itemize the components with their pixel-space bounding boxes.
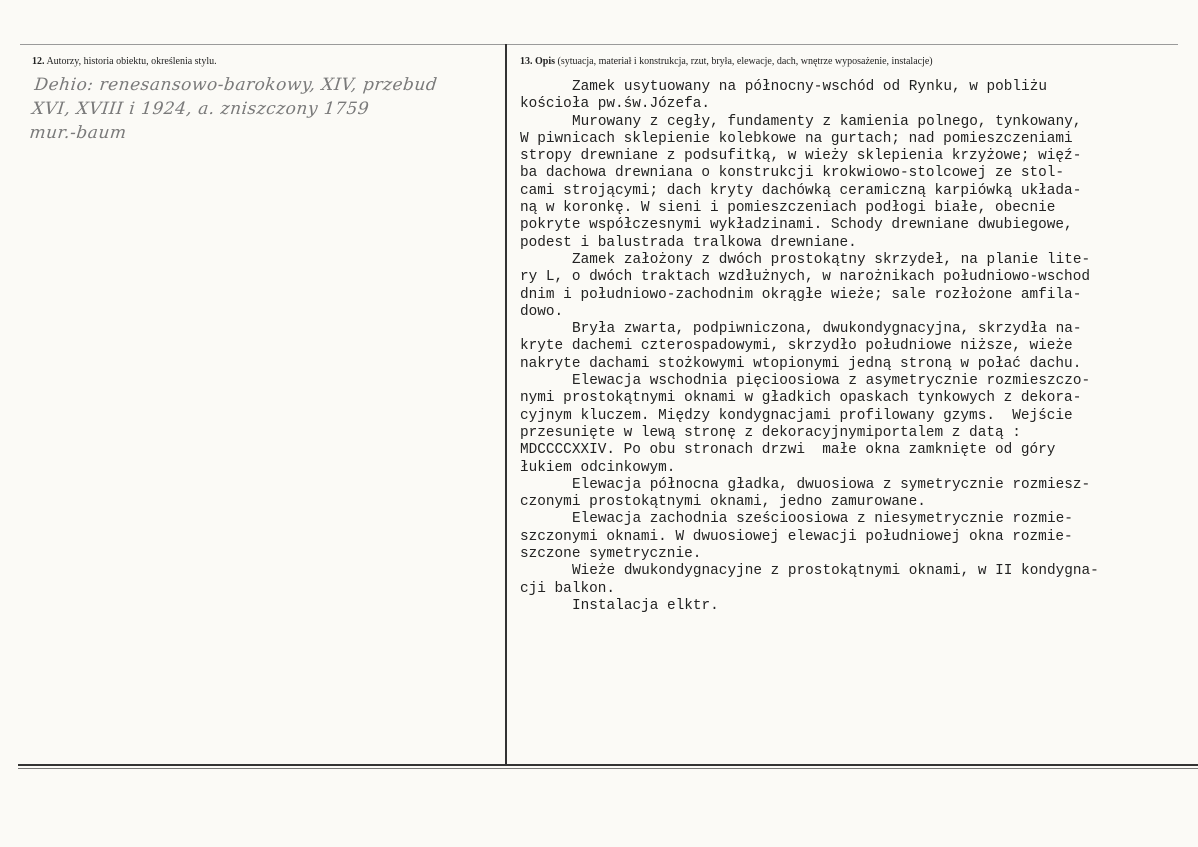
typed-line: nakryte dachami stożkowymi wtopionymi jedną stroną w połać dachu. <box>520 355 1082 372</box>
typed-line: ba dachowa drewniana o konstrukcji krokwiowo-stolcowej ze stol- <box>520 165 1065 182</box>
column-divider <box>505 44 507 764</box>
typed-line: podest i balustrada tralkowa drewniane. <box>520 234 857 251</box>
typed-line: Wieże dwukondygnacyjne z prostokątnymi oknami, w II kondygna- <box>572 563 1099 580</box>
section-12-title: Autorzy, historia obiektu, określenia stylu. <box>46 56 217 67</box>
typed-line: kościoła pw.św.Józefa. <box>520 96 710 113</box>
section-13-subtitle: (sytuacja, materiał i konstrukcja, rzut, bryła, elewacje, dach, wnętrze wyposażenie, instalacje) <box>557 56 933 67</box>
typed-line: Elewacja zachodnia sześcioosiowa z niesymetrycznie rozmie- <box>572 511 1073 528</box>
typed-line: MDCCCCXXIV. Po obu stronach drzwi małe okna zamknięte od góry <box>520 442 1056 459</box>
section-13-number: 13. <box>520 56 533 67</box>
typed-line: pokryte współczesnymi wykładzinami. Schody drewniane dwubiegowe, <box>520 217 1073 234</box>
typed-line: łukiem odcinkowym. <box>520 459 676 476</box>
typed-line: czonymi prostokątnymi oknami, jedno zamurowane. <box>520 494 926 511</box>
typed-line: stropy drewniane z podsufitką, w wieży sklepienia krzyżowe; więź- <box>520 148 1082 165</box>
bottom-rule <box>18 764 1198 766</box>
typed-line: cami strojącymi; dach kryty dachówką ceramiczną karpiówką układa- <box>520 182 1082 199</box>
typed-line: Instalacja elktr. <box>572 597 719 614</box>
typed-line: Bryła zwarta, podpiwniczona, dwukondygnacyjna, skrzydła na- <box>572 321 1082 338</box>
section-13 <box>520 56 1190 615</box>
section-12-number: 12. <box>32 56 45 67</box>
section-13-heading <box>520 56 1190 67</box>
typewritten-description <box>520 79 1190 615</box>
typed-line: ry L, o dwóch traktach wzdłużnych, w narożnikach południowo-wschod <box>520 269 1090 286</box>
typed-line: kryte dachemi czterospadowymi, skrzydło południowe niższe, wieże <box>520 338 1073 355</box>
section-13-title: Opis <box>535 56 556 67</box>
typed-line: cji balkon. <box>520 580 615 597</box>
typed-line: Zamek założony z dwóch prostokątny skrzydeł, na planie lite- <box>572 251 1091 268</box>
section-12-heading <box>32 56 498 67</box>
handwritten-line: mur.-baum <box>28 123 128 143</box>
top-rule <box>20 44 1178 45</box>
handwritten-notes <box>28 73 502 145</box>
typed-line: szczone symetrycznie. <box>520 546 702 563</box>
handwritten-line: Dehio: renesansowo-barokowy, XIV, przebud <box>33 75 439 95</box>
typed-line: Elewacja północna gładka, dwuosiowa z symetrycznie rozmiesz- <box>572 476 1091 493</box>
bottom-rule-thin <box>18 768 1198 769</box>
typed-line: dowo. <box>520 303 564 320</box>
typed-line: dnim i południowo-zachodnim okrągłe wieże; sale rozłożone amfila- <box>520 286 1082 303</box>
typed-line: Murowany z cegły, fundamenty z kamienia polnego, tynkowany, <box>572 113 1082 130</box>
typed-line: ną w koronkę. W sieni i pomieszczeniach podłogi białe, obecnie <box>520 200 1056 217</box>
typed-line: nymi prostokątnymi oknami w gładkich opaskach tynkowych z dekora- <box>520 390 1082 407</box>
handwritten-line: XVI, XVIII i 1924, a. zniszczony 1759 <box>30 99 371 119</box>
typed-line: szczonymi oknami. W dwuosiowej elewacji południowej okna rozmie- <box>520 528 1073 545</box>
typed-line: Elewacja wschodnia pięcioosiowa z asymetrycznie rozmieszczo- <box>572 373 1091 390</box>
section-12 <box>28 56 498 145</box>
typed-line: W piwnicach sklepienie kolebkowe na gurtach; nad pomieszczeniami <box>520 130 1073 147</box>
typed-line: przesunięte w lewą stronę z dekoracyjnymiportalem z datą : <box>520 424 1021 441</box>
typed-line: cyjnym kluczem. Między kondygnacjami profilowany gzyms. Wejście <box>520 407 1073 424</box>
typed-line: Zamek usytuowany na północny-wschód od Rynku, w pobliżu <box>572 79 1047 95</box>
